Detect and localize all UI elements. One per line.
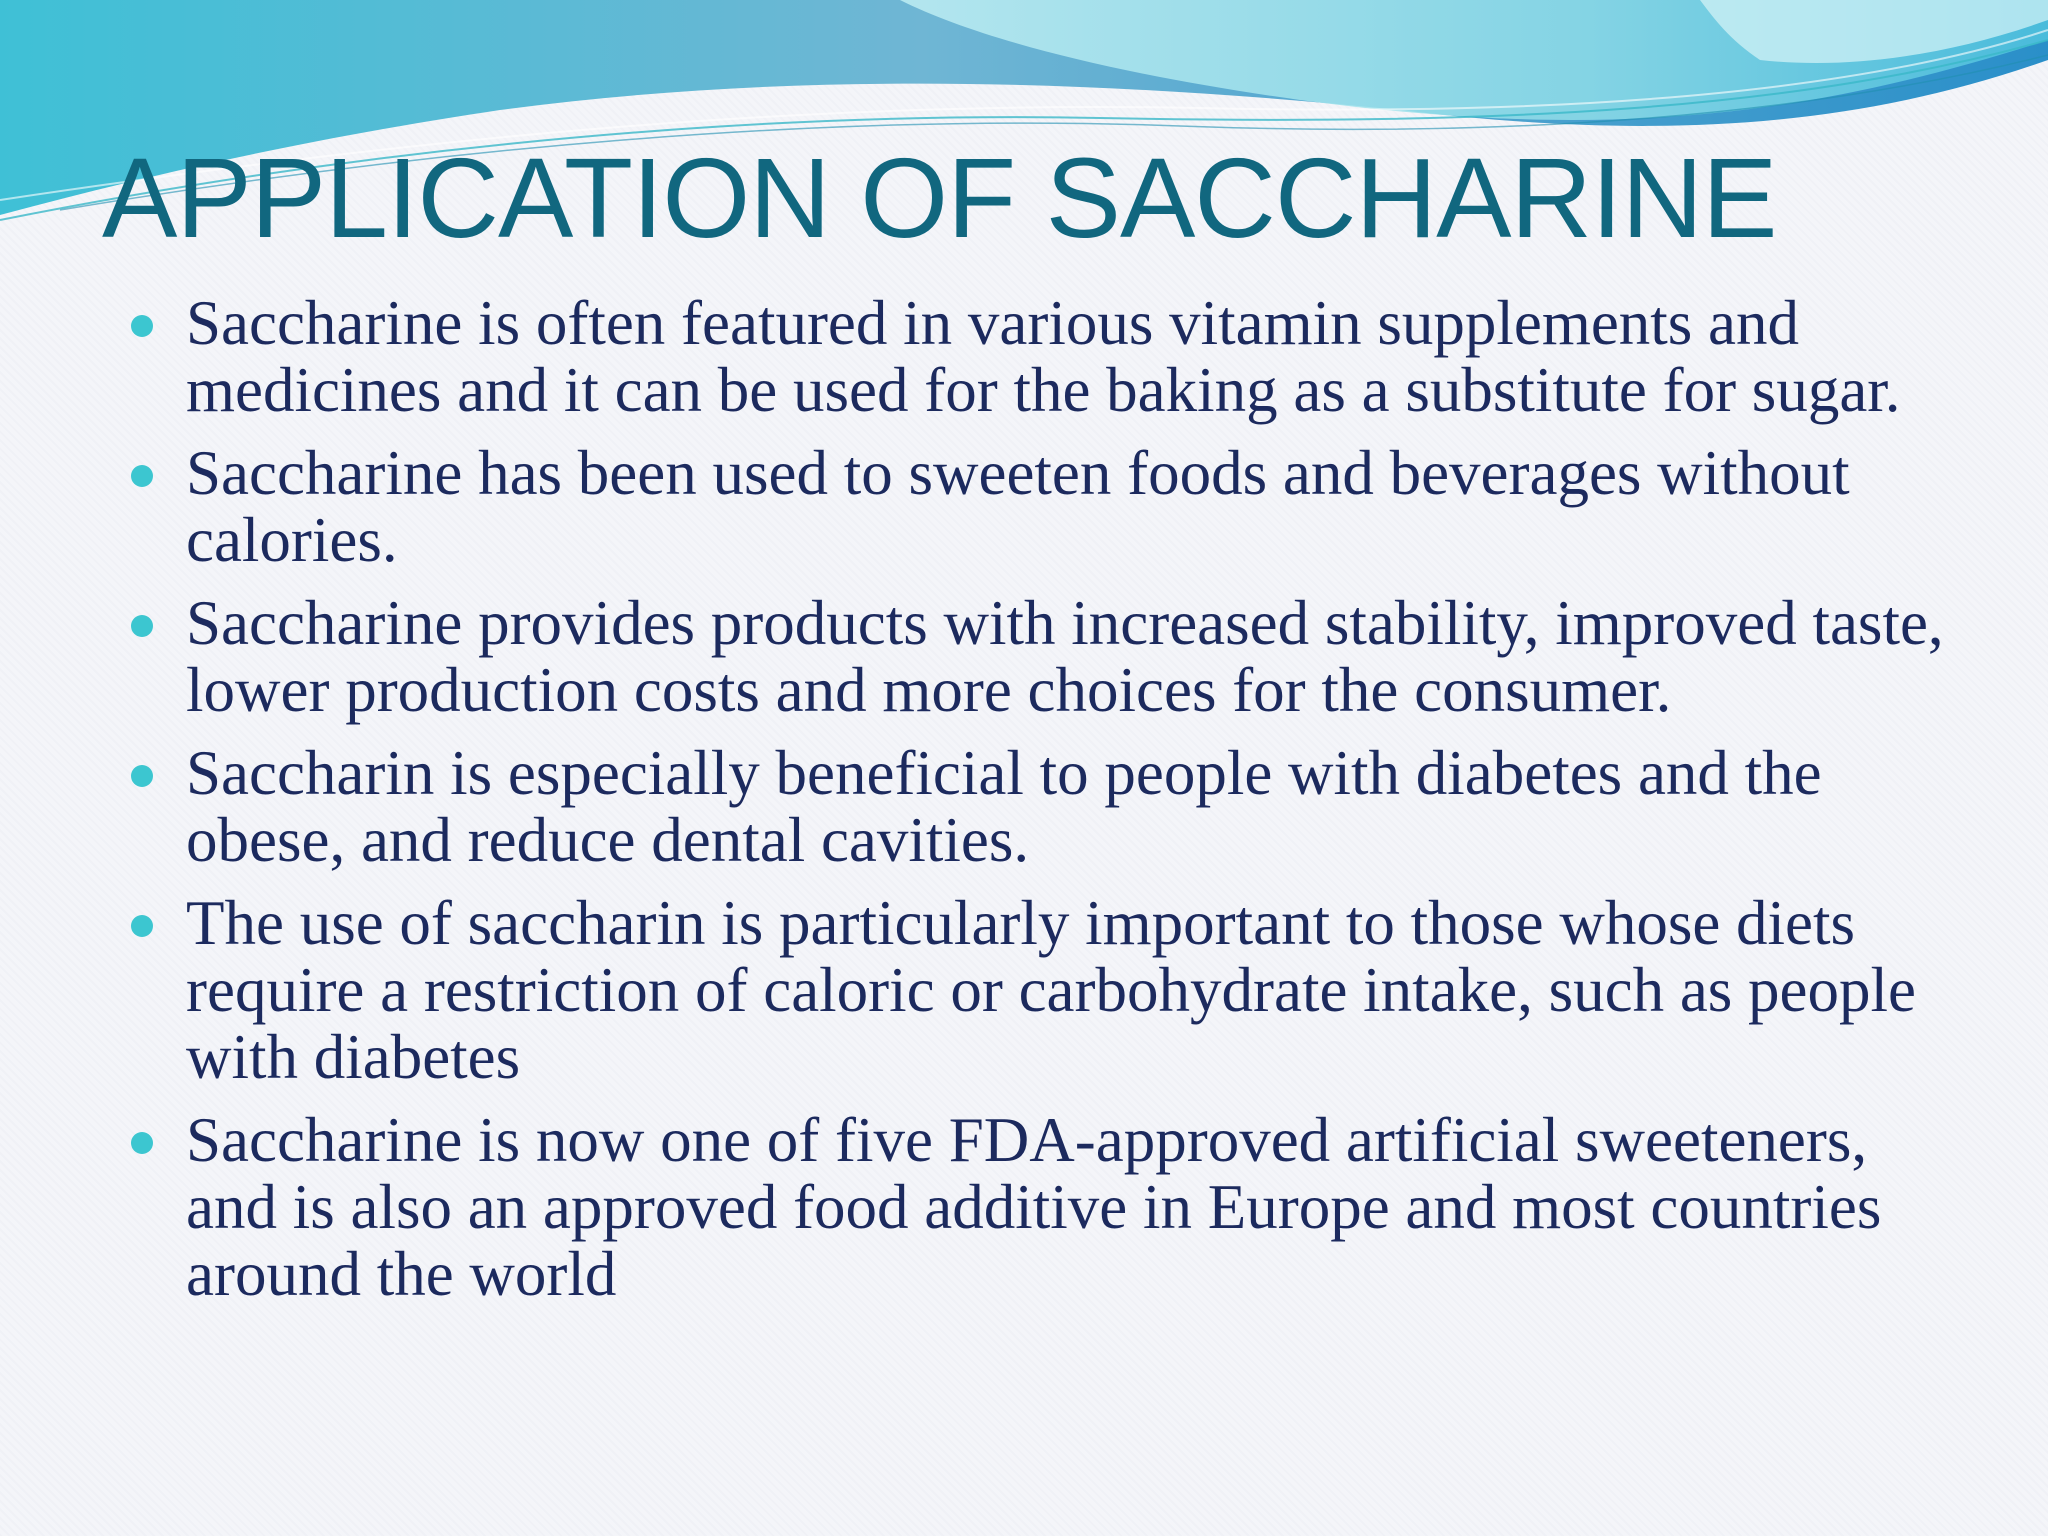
bullet-dot-icon [131, 615, 153, 637]
slide-title: APPLICATION OF SACCHARINE [102, 135, 1777, 261]
bullet-item [186, 290, 1966, 424]
bullet-text: Saccharine provides products with increased stability, improved taste, lower production costs and more choices for the consumer. [186, 588, 1944, 725]
bullet-item [186, 440, 1966, 574]
bullet-list [186, 290, 1966, 1324]
bullet-text: The use of saccharin is particularly important to those whose diets require a restriction of caloric or carbohydrate intake, such as people with diabetes [186, 888, 1916, 1092]
bullet-item [186, 1107, 1966, 1308]
bullet-dot-icon [131, 915, 153, 937]
bullet-dot-icon [131, 765, 153, 787]
bullet-dot-icon [131, 465, 153, 487]
bullet-item [186, 740, 1966, 874]
bullet-text: Saccharine is now one of five FDA-approved artificial sweeteners, and is also an approved food additive in Europe and most countries around the world [186, 1105, 1882, 1309]
bullet-dot-icon [131, 315, 153, 337]
bullet-text: Saccharine is often featured in various vitamin supplements and medicines and it can be used for the baking as a substitute for sugar. [186, 288, 1901, 425]
bullet-text: Saccharine has been used to sweeten foods and beverages without calories. [186, 438, 1850, 575]
bullet-dot-icon [131, 1132, 153, 1154]
bullet-text: Saccharin is especially beneficial to people with diabetes and the obese, and reduce dental cavities. [186, 738, 1822, 875]
bullet-item [186, 890, 1966, 1091]
bullet-item [186, 590, 1966, 724]
